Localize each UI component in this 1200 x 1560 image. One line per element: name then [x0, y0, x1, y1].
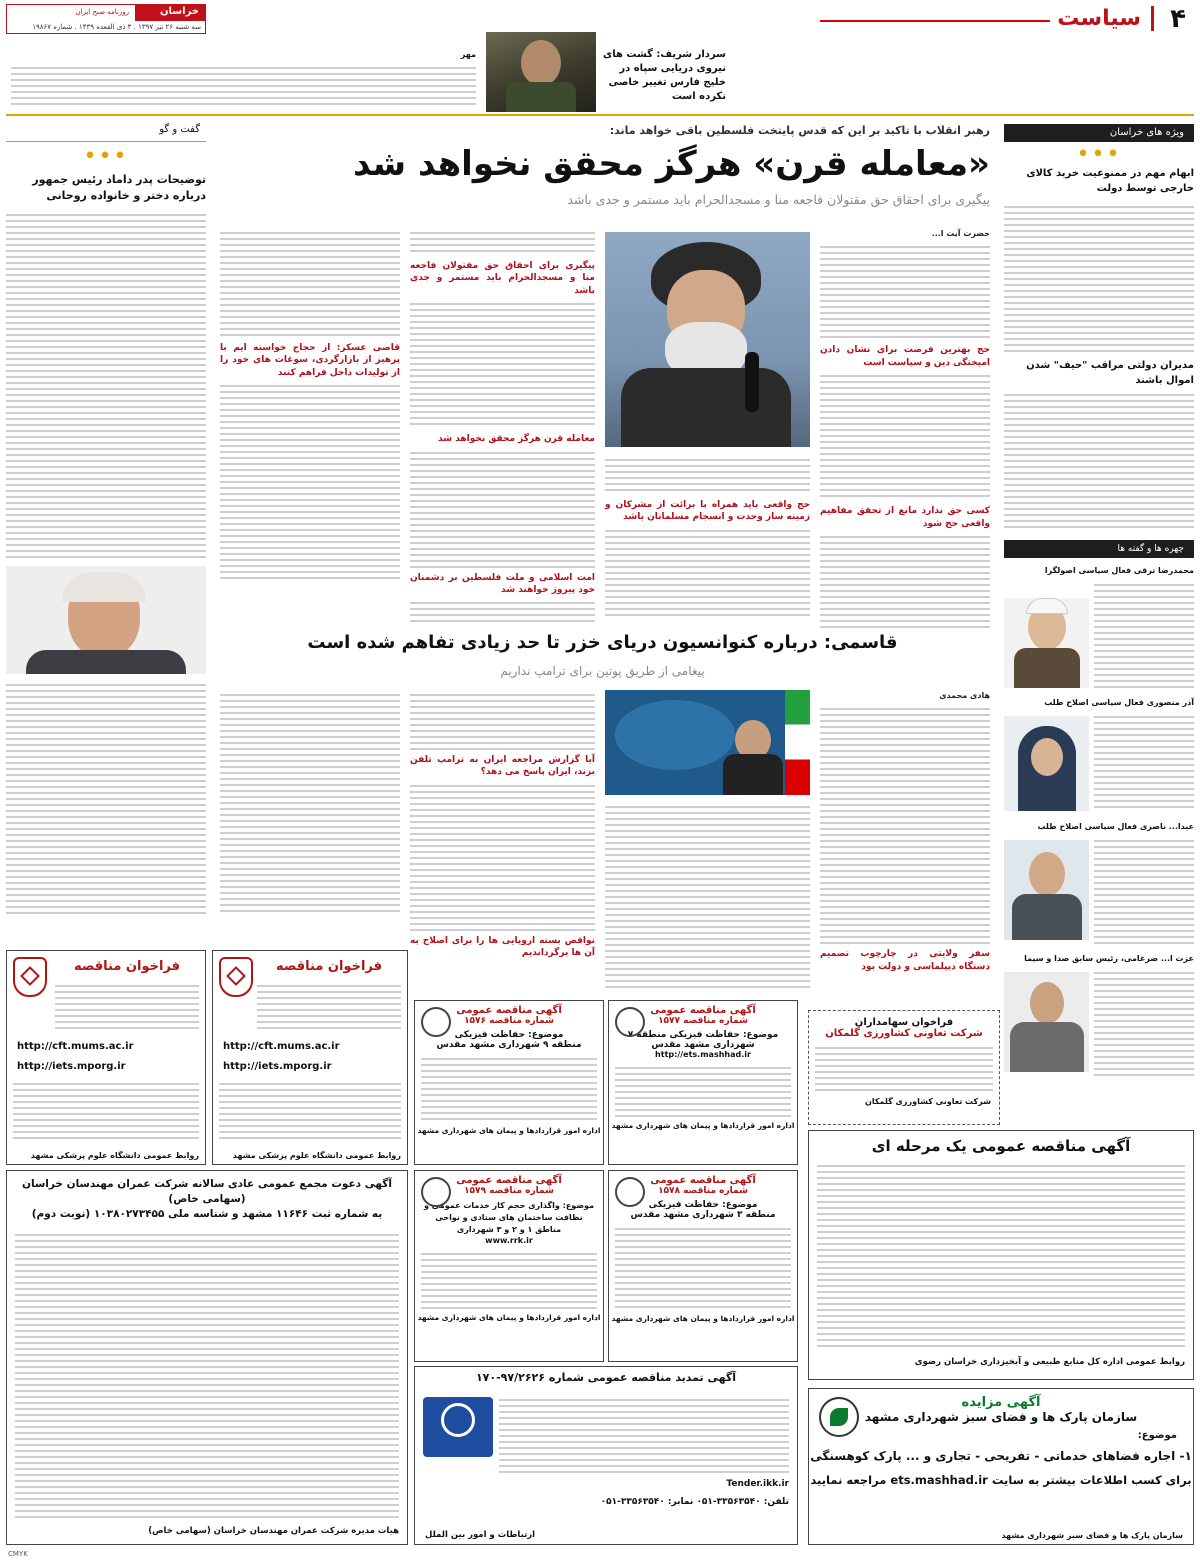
main-sub4: امت اسلامی و ملت فلسطین بر دشمنان خود پیروز خواهند شد: [410, 572, 595, 596]
tender1577-title: آگهی مناقصه عمومی: [650, 1005, 756, 1016]
tender1578-title: آگهی مناقصه عمومی: [650, 1175, 756, 1186]
face3-photo: [1004, 840, 1089, 940]
ikco-ad: [414, 1366, 798, 1545]
top-story-source: مهر: [460, 50, 476, 59]
auction-org: سازمان پارک ها و فضای سبز شهرداری مشهد: [864, 1410, 1138, 1424]
leader-photo: [605, 232, 810, 447]
sidebar-item1-title: ابهام مهم در ممنوعیت خرید کالای خارجی توسط دولت: [1026, 168, 1194, 194]
paper-name: خراسان: [160, 6, 199, 17]
face1-name: محمدرضا ترقی فعال سیاسی اصولگرا: [1044, 566, 1194, 575]
interview-label: گفت و گو: [6, 124, 206, 142]
tender1576-footer: اداره امور قراردادها و پیمان های شهرداری مشهد: [417, 1126, 601, 1135]
interview-photo: [6, 566, 206, 674]
sidebar-item2-text: [1004, 390, 1194, 530]
main-sub1: حج بهترین فرصت برای نشان دادن امیختگی دین و سیاست است: [820, 345, 990, 368]
faces-label: چهره ها و گفته ها: [1004, 540, 1194, 558]
auction-ad: [808, 1388, 1194, 1545]
auction-site[interactable]: برای کسب اطلاعات بیشتر به سایت ets.mashhad.ir مراجعه نمایید: [810, 1473, 1192, 1487]
sidebar-section-label: ویژه های خراسان: [1004, 124, 1194, 142]
cmyk-mark: CMYK: [8, 1550, 28, 1558]
tender-1577-ad: [608, 1000, 798, 1165]
assembly-reg: به شماره ثبت ۱۱۶۴۶ مشهد و شناسه ملی ۱۰۳۸۰۲۷۳۴۵۵ (نوبت دوم): [31, 1208, 383, 1220]
tender1577-footer: اداره امور قراردادها و پیمان های شهرداری مشهد: [611, 1121, 795, 1130]
face1-text: [1094, 580, 1194, 690]
page-number: ۴: [1170, 4, 1186, 34]
farakhan2-title: فراخوان مناقصه: [275, 959, 383, 974]
ikco-phone: تلفن: ۳۳۵۶۳۵۴۰-۰۵۱ نمابر: ۳۳۵۶۳۵۴۰-۰۵۱: [600, 1497, 789, 1507]
mashhad-logo-1578: [615, 1177, 645, 1207]
tender1578-number: شماره مناقصه ۱۵۷۸: [658, 1186, 748, 1196]
caspian-sub2: نواقص بسته اروپایی ها را برای اصلاح به آن ها برگرداندیم: [410, 935, 595, 959]
main-kicker: رهبر انقلاب با تاکید بر این که قدس پایتخت فلسطین باقی خواهد ماند:: [609, 124, 990, 137]
face1-photo: [1004, 598, 1089, 688]
tender1577-number: شماره مناقصه ۱۵۷۷: [658, 1016, 748, 1026]
tender1577-site[interactable]: http://ets.mashhad.ir: [655, 1050, 751, 1059]
caspian-sub1: آیا گزارش مراجعه ایران به ترامپ تلفن بزند، ایران پاسخ می دهد؟: [410, 755, 595, 778]
tender1577-zone: شهرداری مشهد مقدس: [651, 1040, 755, 1050]
mashhad-logo-1576: [421, 1007, 451, 1037]
date-line: سه شنبه ۲۶ تیر ۱۳۹۷ . ۳ ذی القعده ۱۴۳۹ . شماره ۱۹۸۶۷: [32, 23, 201, 31]
face4-name: عزت ا... ضرغامی، رئیس سابق صدا و سیما: [1024, 954, 1194, 963]
farakhan-ad-2: [212, 950, 408, 1165]
masthead-box: [6, 4, 206, 34]
tender1576-zone: منطقه ۹ شهرداری مشهد مقدس: [436, 1040, 582, 1050]
main-col-2: [605, 455, 810, 620]
main-sub6: معامله قرن هرگز محقق نخواهد شد: [438, 434, 595, 445]
farakhan1-url2[interactable]: http://iets.mporg.ir: [17, 1061, 126, 1072]
farakhan1-url[interactable]: http://cft.mums.ac.ir: [17, 1041, 134, 1052]
main-col-4: [220, 228, 400, 618]
sidebar-item1-text: [1004, 202, 1194, 352]
ikco-title: آگهی تمدید مناقصه عمومی شماره ۹۷/۲۶۲۶-۱۷۰: [475, 1371, 737, 1384]
face4-photo: [1004, 972, 1089, 1072]
main-deck: پیگیری برای احقاق حق مقتولان فاجعه منا و مسجدالحرام باید مستمر و جدی باشد: [567, 192, 990, 207]
tender1578-footer: اداره امور قراردادها و پیمان های شهرداری مشهد: [611, 1314, 795, 1323]
ikco-footer: ارتباطات و امور بین الملل: [425, 1530, 536, 1540]
tender1579-topic: موضوع: واگذاری حجم کار خدمات عمومی و نظافت ساختمان های ستادی و نواحی مناطق ۱ و ۲ و ۳ شهرداری: [423, 1201, 595, 1234]
general-tender-footer: روابط عمومی اداره کل منابع طبیعی و آبخیزداری خراسان رضوی: [914, 1357, 1185, 1367]
shareholders-title: فراخوان سهامداران: [854, 1017, 954, 1028]
tender1578-zone: منطقه ۳ شهرداری مشهد مقدس: [630, 1210, 776, 1220]
top-story-text: [11, 42, 476, 94]
main-sub5: پیگیری برای احقاق حق مقتولان فاجعه منا و مسجدالحرام باید مستمر و جدی باشد: [410, 261, 595, 296]
top-story: [6, 32, 726, 112]
tender1576-title: آگهی مناقصه عمومی: [456, 1005, 562, 1016]
tender-1579-ad: [414, 1170, 604, 1362]
sidebar-dots: •••: [1076, 142, 1122, 167]
caspian-col-4: [220, 690, 400, 920]
caspian-author: هادی محمدی: [939, 691, 990, 700]
assembly-title: آگهی دعوت مجمع عمومی عادی سالانه شرکت عمران مهندسان خراسان (سهامی خاص): [22, 1178, 392, 1205]
main-headline: «معامله قرن» هرگز محقق نخواهد شد: [353, 144, 990, 184]
header-rule: [820, 20, 1050, 22]
auction-item: ۱- اجاره فضاهای خدماتی - تفریحی - تجاری و ... پارک کوهسنگی: [810, 1449, 1192, 1463]
sidebar-item2-title: مدیران دولتی مراقب "حیف" شدن اموال باشند: [1026, 360, 1194, 386]
main-sub7: قاضی عسکر: از حجاج خواسته ایم با پرهیز از بازارگردی، سوغات های خود را از تولیدات داخل فراهم کنند: [220, 343, 400, 378]
face3-text: [1094, 836, 1194, 946]
farakhan-ad-1: [6, 950, 206, 1165]
mums-logo-2: [219, 957, 253, 997]
shareholders-company: شرکت تعاونی کشاورزی گلمکان: [825, 1028, 983, 1039]
face2-photo: [1004, 716, 1089, 811]
tender1576-topic: موضوع: حفاظت فیزیکی: [454, 1030, 564, 1040]
top-divider: [6, 114, 1194, 116]
general-tender-title: آگهی مناقصه عمومی یک مرحله ای: [871, 1137, 1131, 1155]
spokesman-photo: [605, 690, 810, 795]
interview-text-1: [6, 210, 206, 560]
shareholders-ad: [808, 1010, 1000, 1125]
interview-dots: •••: [83, 144, 129, 169]
section-title: سیاست: [1057, 6, 1154, 31]
caspian-col-1: [820, 690, 990, 990]
caspian-headline: قاسمی: درباره کنوانسیون دریای خزر تا حد زیادی تفاهم شده است: [307, 632, 898, 653]
caspian-col-2: [605, 802, 810, 992]
face4-text: [1094, 968, 1194, 1078]
top-story-photo: [486, 32, 596, 112]
tender1578-topic: موضوع: حفاظت فیزیکی: [648, 1200, 758, 1210]
assembly-ad: [6, 1170, 408, 1545]
farakhan1-title: فراخوان مناقصه: [73, 959, 181, 974]
main-sub2: کسی حق ندارد مانع از تحقق مفاهیم واقعی حج شود: [820, 506, 990, 529]
caspian-col-3: [410, 690, 595, 990]
auction-title: آگهی مزایده: [961, 1395, 1041, 1410]
tender-1578-ad: [608, 1170, 798, 1362]
auction-topic: موضوع:: [1137, 1430, 1177, 1441]
assembly-footer: هیات مدیره شرکت عمران مهندسان خراسان (سهامی خاص): [148, 1526, 399, 1536]
ikco-logo: [423, 1397, 493, 1457]
tender1579-title: آگهی مناقصه عمومی: [456, 1175, 562, 1186]
sidebar: [1004, 120, 1194, 1165]
farakhan1-footer: روابط عمومی دانشگاه علوم پزشکی مشهد: [30, 1151, 199, 1160]
auction-footer: سازمان پارک ها و فضای سبز شهرداری مشهد: [1001, 1531, 1183, 1540]
ikco-site[interactable]: Tender.ikk.ir: [726, 1479, 789, 1489]
caspian-sub3: سفر ولایتی در چارچوب تصمیم دستگاه دیپلماسی و دولت بود: [820, 949, 990, 972]
tender1579-number: شماره مناقصه ۱۵۷۹: [464, 1186, 554, 1196]
mums-logo-1: [13, 957, 47, 997]
tender1576-number: شماره مناقصه ۱۵۷۶: [464, 1016, 554, 1026]
tender1579-footer: اداره امور قراردادها و پیمان های شهرداری مشهد: [417, 1313, 601, 1322]
face2-text: [1094, 712, 1194, 812]
park-logo: [819, 1397, 859, 1437]
general-tender-ad: [808, 1130, 1194, 1380]
tender1577-topic: موضوع: حفاظت فیزیکی منطقه ۷: [627, 1030, 779, 1040]
farakhan2-url[interactable]: http://cft.mums.ac.ir: [223, 1041, 340, 1052]
main-sub3: حج واقعی باید همراه با برائت از مشرکان و زمینه ساز وحدت و انسجام مسلمانان باشد: [605, 500, 810, 523]
caspian-deck: پیغامی از طریق پوتین برای ترامپ نداریم: [500, 664, 705, 678]
shareholders-sign: شرکت تعاونی کشاورزی گلمکان: [865, 1097, 991, 1106]
tender-1576-ad: [414, 1000, 604, 1165]
farakhan2-url2[interactable]: http://iets.mporg.ir: [223, 1061, 332, 1072]
main-col-1: [820, 228, 990, 618]
interview-text-2: [6, 680, 206, 915]
farakhan2-footer: روابط عمومی دانشگاه علوم پزشکی مشهد: [232, 1151, 401, 1160]
top-story-title-2: خلیج فارس تغییر خاصی نکرده است: [608, 77, 726, 102]
main-col-3: [410, 228, 595, 618]
top-story-title-1: سردار شریف: گشت های نیروی دریایی سپاه در: [603, 49, 726, 74]
face2-name: آذر منصوری فعال سیاسی اصلاح طلب: [1044, 698, 1194, 707]
face3-name: عبدا... ناصری فعال سیاسی اصلاح طلب: [1037, 822, 1194, 831]
main-lead-word: حضرت آیت ا...: [931, 229, 990, 238]
paper-sub: روزنامه صبح ایران: [75, 8, 129, 16]
interview-title: توضیحات پدر داماد رئیس جمهور درباره دختر و خانواده روحانی: [32, 173, 206, 202]
mashhad-logo-1577: [615, 1007, 645, 1037]
tender1579-site[interactable]: www.rrk.ir: [485, 1236, 533, 1245]
mashhad-logo-1579: [421, 1177, 451, 1207]
